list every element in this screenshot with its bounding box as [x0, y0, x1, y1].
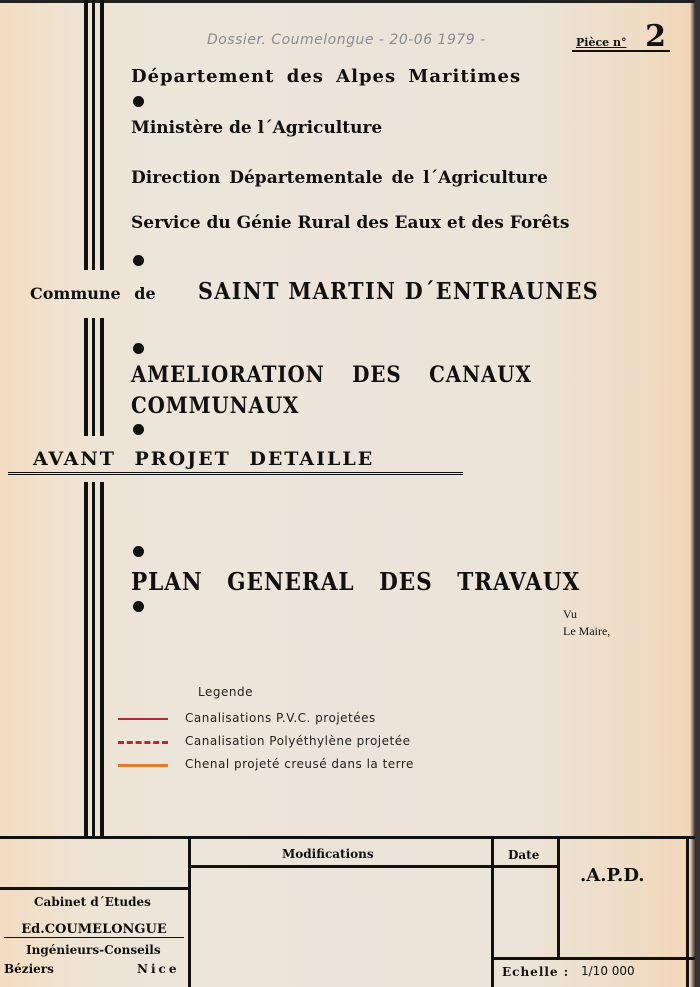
- piece-number: 2: [645, 19, 666, 54]
- bullet-icon: [133, 343, 144, 354]
- firm-name-row: [4, 918, 184, 938]
- legend-pvc-line: [118, 718, 168, 720]
- bullet-icon: [133, 546, 144, 557]
- piece-label: Pièce n°: [576, 36, 627, 49]
- legend-chenal-line: [118, 764, 168, 767]
- commune-prefix: Commune de: [30, 284, 156, 303]
- scale-label: Echelle :: [502, 965, 570, 979]
- bullet-icon: [133, 255, 144, 266]
- approval-maire: Le Maire,: [563, 624, 611, 638]
- phase-title: AVANT PROJET DETAILLE: [33, 448, 375, 470]
- city-right: Nice: [137, 962, 180, 976]
- service-line: Service du Génie Rural des Eaux et des Forêts: [131, 213, 570, 233]
- handwritten-note: Dossier. Coumelongue - 20-06 1979 -: [207, 32, 486, 48]
- modifications-header: Modifications: [282, 847, 374, 861]
- ministry-line: Ministère de l´Agriculture: [131, 118, 383, 138]
- legend-polyethylene-line: [118, 741, 168, 744]
- legend-chenal-label: Chenal projeté creusé dans la terre: [185, 757, 414, 771]
- firm-name: Ed.COUMELONGUE: [21, 922, 167, 937]
- direction-line: Direction Départementale de l´Agriculture: [131, 168, 548, 188]
- bullet-icon: [133, 96, 144, 107]
- legend-title: Legende: [198, 685, 253, 699]
- document-code: .A.P.D.: [580, 865, 645, 886]
- legend-polyethylene-label: Canalisation Polyéthylène projetée: [185, 734, 411, 748]
- plan-title: PLAN GENERAL DES TRAVAUX: [131, 567, 581, 596]
- project-title-line1: AMELIORATION DES CANAUX: [131, 362, 532, 388]
- scale-value: 1/10 000: [581, 964, 635, 978]
- phase-banner: [8, 448, 463, 475]
- top-border: [0, 0, 700, 3]
- approval-vu: Vu: [563, 607, 577, 621]
- piece-number-label: [572, 19, 670, 54]
- commune-name: SAINT MARTIN D´ENTRAUNES: [198, 278, 600, 305]
- page-edge: [695, 0, 700, 987]
- department-line: Département des Alpes Maritimes: [131, 66, 522, 87]
- firm-line3: Ingénieurs-Conseils: [26, 943, 161, 957]
- bullet-icon: [133, 424, 144, 435]
- date-header: Date: [508, 848, 540, 862]
- project-title-line2: COMMUNAUX: [131, 393, 300, 419]
- city-left: Béziers: [4, 962, 54, 976]
- bullet-icon: [133, 601, 144, 612]
- firm-line1: Cabinet d´Etudes: [34, 895, 151, 909]
- legend-pvc-label: Canalisations P.V.C. projetées: [185, 711, 376, 725]
